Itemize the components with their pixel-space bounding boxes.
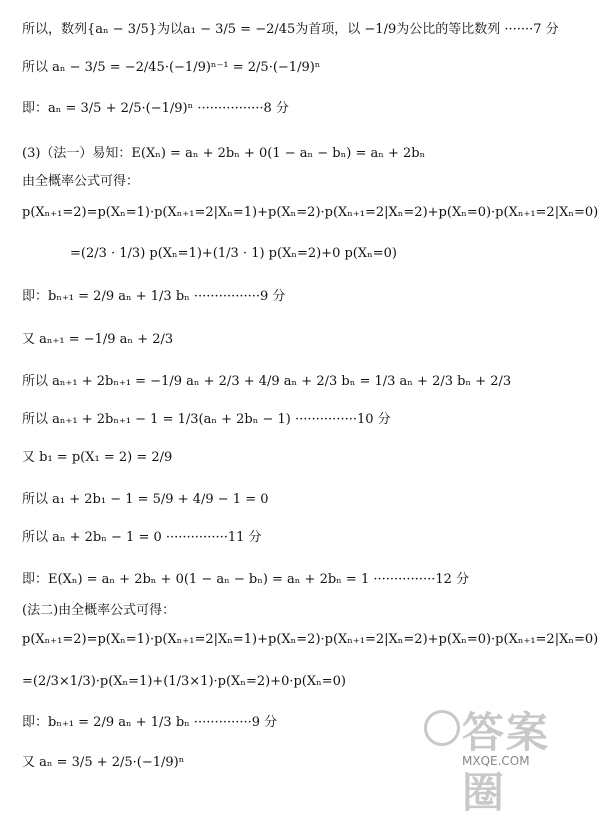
line-6: p(Xₙ₊₁=2)=p(Xₙ=1)·p(Xₙ₊₁=2|Xₙ=1)+p(Xₙ=2)·p(Xₙ₊₁=2|Xₙ=2)+p(Xₙ=0)·p(Xₙ₊₁=2|Xₙ=0) [22,205,599,220]
line-5: 由全概率公式可得： [22,174,140,189]
line-3: 即：aₙ = 3/5 + 2/5·(−1/9)ⁿ ················8 分 [22,101,289,116]
line-1: 所以，数列{aₙ − 3/5}为以a₁ − 3/5 = −2/45为首项，以 −1/9为公比的等比数列 ·······7 分 [22,22,559,37]
circle-icon [424,710,460,746]
line-10: 所以 aₙ₊₁ + 2bₙ₊₁ = −1/9 aₙ + 2/3 + 4/9 aₙ + 2/3 bₙ = 1/3 aₙ + 2/3 bₙ + 2/3 [22,374,512,389]
line-2: 所以 aₙ − 3/5 = −2/45·(−1/9)ⁿ⁻¹ = 2/5·(−1/9)ⁿ [22,60,321,75]
line-12: 又 b₁ = p(X₁ = 2) = 2/9 [22,450,173,465]
line-15: 即：E(Xₙ) = aₙ + 2bₙ + 0(1 − aₙ − bₙ) = aₙ + 2bₙ = 1 ···············12 分 [22,572,470,587]
line-19: 即：bₙ₊₁ = 2/9 aₙ + 1/3 bₙ ··············9 分 [22,715,278,730]
line-7: =(2/3 · 1/3) p(Xₙ=1)+(1/3 · 1) p(Xₙ=2)+0 p(Xₙ=0) [70,246,397,261]
watermark-title: 答案圈 [462,708,551,817]
watermark-domain: MXQE.COM [462,754,530,768]
line-17: p(Xₙ₊₁=2)=p(Xₙ=1)·p(Xₙ₊₁=2|Xₙ=1)+p(Xₙ=2)·p(Xₙ₊₁=2|Xₙ=2)+p(Xₙ=0)·p(Xₙ₊₁=2|Xₙ=0) [22,632,599,647]
watermark-logo [422,696,592,817]
line-4: (3)（法一）易知：E(Xₙ) = aₙ + 2bₙ + 0(1 − aₙ − bₙ) = aₙ + 2bₙ [22,146,426,161]
line-16: (法二)由全概率公式可得： [22,603,176,618]
line-20: 又 aₙ = 3/5 + 2/5·(−1/9)ⁿ [22,755,185,770]
line-11: 所以 aₙ₊₁ + 2bₙ₊₁ − 1 = 1/3(aₙ + 2bₙ − 1) ···············10 分 [22,412,391,427]
line-14: 所以 aₙ + 2bₙ − 1 = 0 ···············11 分 [22,530,262,545]
line-18: =(2/3×1/3)·p(Xₙ=1)+(1/3×1)·p(Xₙ=2)+0·p(Xₙ=0) [22,674,346,689]
line-8: 即：bₙ₊₁ = 2/9 aₙ + 1/3 bₙ ················9 分 [22,289,286,304]
line-9: 又 aₙ₊₁ = −1/9 aₙ + 2/3 [22,332,174,347]
line-13: 所以 a₁ + 2b₁ − 1 = 5/9 + 4/9 − 1 = 0 [22,492,269,507]
